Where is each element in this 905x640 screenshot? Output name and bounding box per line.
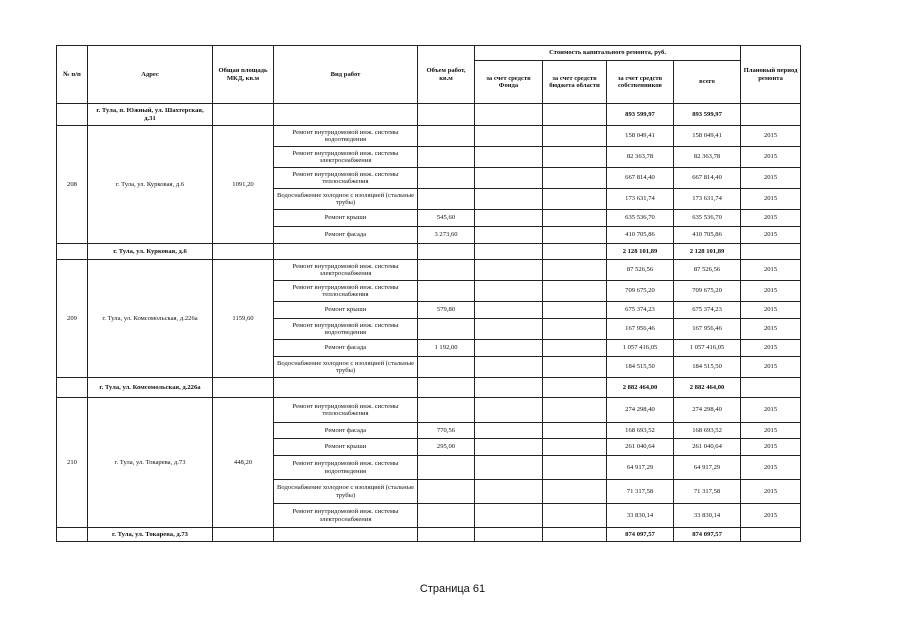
- summary-address: г. Тула, п. Южный, ул. Шахтерская, д.31: [88, 104, 213, 126]
- work-type: Ремонт крыши: [274, 439, 418, 456]
- repair-period: 2015: [741, 210, 801, 227]
- row-area: 448,20: [213, 398, 274, 528]
- work-volume: [418, 260, 475, 281]
- work-volume: [418, 281, 475, 302]
- work-type: Ремонт внутридомовой инж. системы электроснабжения: [274, 504, 418, 528]
- work-type: Ремонт внутридомовой инж. системы электроснабжения: [274, 147, 418, 168]
- summary-row: [57, 244, 801, 260]
- work-volume: 770,56: [418, 423, 475, 439]
- total-cost: 261 040,64: [674, 439, 741, 456]
- owners-cost: 33 830,14: [607, 504, 674, 528]
- total-cost: 82 363,78: [674, 147, 741, 168]
- owners-cost: 675 374,23: [607, 302, 674, 319]
- work-type: Ремонт внутридомовой инж. системы водоотведения: [274, 319, 418, 340]
- owners-cost: 173 631,74: [607, 189, 674, 210]
- total-cost: 87 526,56: [674, 260, 741, 281]
- page-number: Страница 61: [419, 583, 486, 595]
- repair-period: 2015: [741, 480, 801, 504]
- repair-period: 2015: [741, 319, 801, 340]
- work-type: Ремонт крыши: [274, 210, 418, 227]
- owners-cost: 64 917,29: [607, 456, 674, 480]
- summary-owners: 893 599,97: [607, 104, 674, 126]
- work-volume: 579,80: [418, 302, 475, 319]
- header-period: Плановый период ремонта: [741, 46, 801, 104]
- total-cost: 33 830,14: [674, 504, 741, 528]
- total-cost: 635 536,70: [674, 210, 741, 227]
- summary-address: г. Тула, ул. Комсомольская, д.226а: [88, 378, 213, 398]
- summary-total: 893 599,97: [674, 104, 741, 126]
- owners-cost: 274 298,40: [607, 398, 674, 423]
- header-address: Адрес: [88, 46, 213, 104]
- owners-cost: 167 956,46: [607, 319, 674, 340]
- header-area: Общая площадь МКД, кв.м: [213, 46, 274, 104]
- total-cost: 667 814,40: [674, 168, 741, 189]
- owners-cost: 158 049,41: [607, 126, 674, 147]
- total-cost: 168 693,52: [674, 423, 741, 439]
- repair-period: 2015: [741, 357, 801, 378]
- work-type: Ремонт внутридомовой инж. системы электроснабжения: [274, 260, 418, 281]
- row-area: 1091,20: [213, 126, 274, 244]
- header-work: Вид работ: [274, 46, 418, 104]
- summary-address: г. Тула, ул. Курковая, д.6: [88, 244, 213, 260]
- repair-period: 2015: [741, 147, 801, 168]
- summary-owners: 2 128 101,89: [607, 244, 674, 260]
- row-address: г. Тула, ул. Токарева, д.73: [88, 398, 213, 528]
- owners-cost: 410 705,86: [607, 227, 674, 244]
- work-volume: [418, 504, 475, 528]
- repair-period: 2015: [741, 439, 801, 456]
- repair-period: 2015: [741, 398, 801, 423]
- work-volume: [418, 126, 475, 147]
- work-type: Ремонт внутридомовой инж. системы теплоснабжения: [274, 398, 418, 423]
- repair-period: 2015: [741, 126, 801, 147]
- repair-period: 2015: [741, 302, 801, 319]
- work-type: Водоснабжение холодное с изоляцией (стальные трубы): [274, 357, 418, 378]
- repair-period: 2015: [741, 260, 801, 281]
- row-address: г. Тула, ул. Комсомольская, д.226а: [88, 260, 213, 378]
- summary-address: г. Тула, ул. Токарева, д.73: [88, 528, 213, 542]
- row-number: 208: [57, 126, 88, 244]
- total-cost: 709 675,20: [674, 281, 741, 302]
- owners-cost: 709 675,20: [607, 281, 674, 302]
- work-type: Ремонт крыши: [274, 302, 418, 319]
- owners-cost: 667 814,40: [607, 168, 674, 189]
- work-type: Ремонт фасада: [274, 340, 418, 357]
- row-number: 209: [57, 260, 88, 378]
- work-volume: [418, 168, 475, 189]
- repair-period: 2015: [741, 168, 801, 189]
- table-row: [57, 398, 801, 423]
- total-cost: 675 374,23: [674, 302, 741, 319]
- work-volume: [418, 357, 475, 378]
- repair-period: 2015: [741, 456, 801, 480]
- summary-row: [57, 104, 801, 126]
- work-volume: [418, 480, 475, 504]
- owners-cost: 168 693,52: [607, 423, 674, 439]
- header-owners: за счет средств собственников: [607, 61, 674, 104]
- total-cost: 167 956,46: [674, 319, 741, 340]
- repair-period: 2015: [741, 281, 801, 302]
- header-fund: за счет средств Фонда: [475, 61, 543, 104]
- table-row: [57, 260, 801, 281]
- owners-cost: 71 317,58: [607, 480, 674, 504]
- header-volume: Объем работ, кв.м: [418, 46, 475, 104]
- total-cost: 173 631,74: [674, 189, 741, 210]
- work-volume: [418, 456, 475, 480]
- work-volume: 545,60: [418, 210, 475, 227]
- work-volume: [418, 189, 475, 210]
- work-volume: 295,00: [418, 439, 475, 456]
- work-volume: [418, 147, 475, 168]
- repair-period: 2015: [741, 423, 801, 439]
- owners-cost: 635 536,70: [607, 210, 674, 227]
- total-cost: 158 049,41: [674, 126, 741, 147]
- total-cost: 1 057 416,05: [674, 340, 741, 357]
- total-cost: 184 515,50: [674, 357, 741, 378]
- table-row: [57, 126, 801, 147]
- header-num: № п/п: [57, 46, 88, 104]
- summary-num: [57, 104, 88, 126]
- repair-period: 2015: [741, 189, 801, 210]
- capital-repair-table: [56, 45, 801, 542]
- repair-period: 2015: [741, 340, 801, 357]
- work-type: Ремонт фасада: [274, 423, 418, 439]
- work-volume: 1 192,00: [418, 340, 475, 357]
- work-type: Ремонт фасада: [274, 227, 418, 244]
- summary-total: 2 128 101,89: [674, 244, 741, 260]
- work-type: Ремонт внутридомовой инж. системы водоотведения: [274, 456, 418, 480]
- summary-owners: 874 097,57: [607, 528, 674, 542]
- owners-cost: 184 515,50: [607, 357, 674, 378]
- work-volume: [418, 319, 475, 340]
- summary-owners: 2 882 464,00: [607, 378, 674, 398]
- summary-total: 874 097,57: [674, 528, 741, 542]
- row-address: г. Тула, ул. Курковая, д.6: [88, 126, 213, 244]
- header-region: за счет средств бюджета области: [543, 61, 607, 104]
- total-cost: 274 298,40: [674, 398, 741, 423]
- summary-row: [57, 378, 801, 398]
- summary-row: [57, 528, 801, 542]
- total-cost: 64 917,29: [674, 456, 741, 480]
- header-total: всего: [674, 61, 741, 104]
- row-number: 210: [57, 398, 88, 528]
- work-type: Ремонт внутридомовой инж. системы теплоснабжения: [274, 281, 418, 302]
- row-area: 1159,60: [213, 260, 274, 378]
- owners-cost: 1 057 416,05: [607, 340, 674, 357]
- owners-cost: 87 526,56: [607, 260, 674, 281]
- work-volume: 3 273,60: [418, 227, 475, 244]
- work-volume: [418, 398, 475, 423]
- repair-table-sheet: [56, 45, 800, 549]
- work-type: Ремонт внутридомовой инж. системы теплоснабжения: [274, 168, 418, 189]
- header-cost-group: Стоимость капитального ремонта, руб.: [475, 46, 741, 61]
- summary-total: 2 882 464,00: [674, 378, 741, 398]
- work-type: Водоснабжение холодное с изоляцией (стальные трубы): [274, 189, 418, 210]
- repair-period: 2015: [741, 504, 801, 528]
- total-cost: 71 317,58: [674, 480, 741, 504]
- owners-cost: 261 040,64: [607, 439, 674, 456]
- total-cost: 410 705,86: [674, 227, 741, 244]
- work-type: Ремонт внутридомовой инж. системы водоотведения: [274, 126, 418, 147]
- repair-period: 2015: [741, 227, 801, 244]
- owners-cost: 82 363,78: [607, 147, 674, 168]
- work-type: Водоснабжение холодное с изоляцией (стальные трубы): [274, 480, 418, 504]
